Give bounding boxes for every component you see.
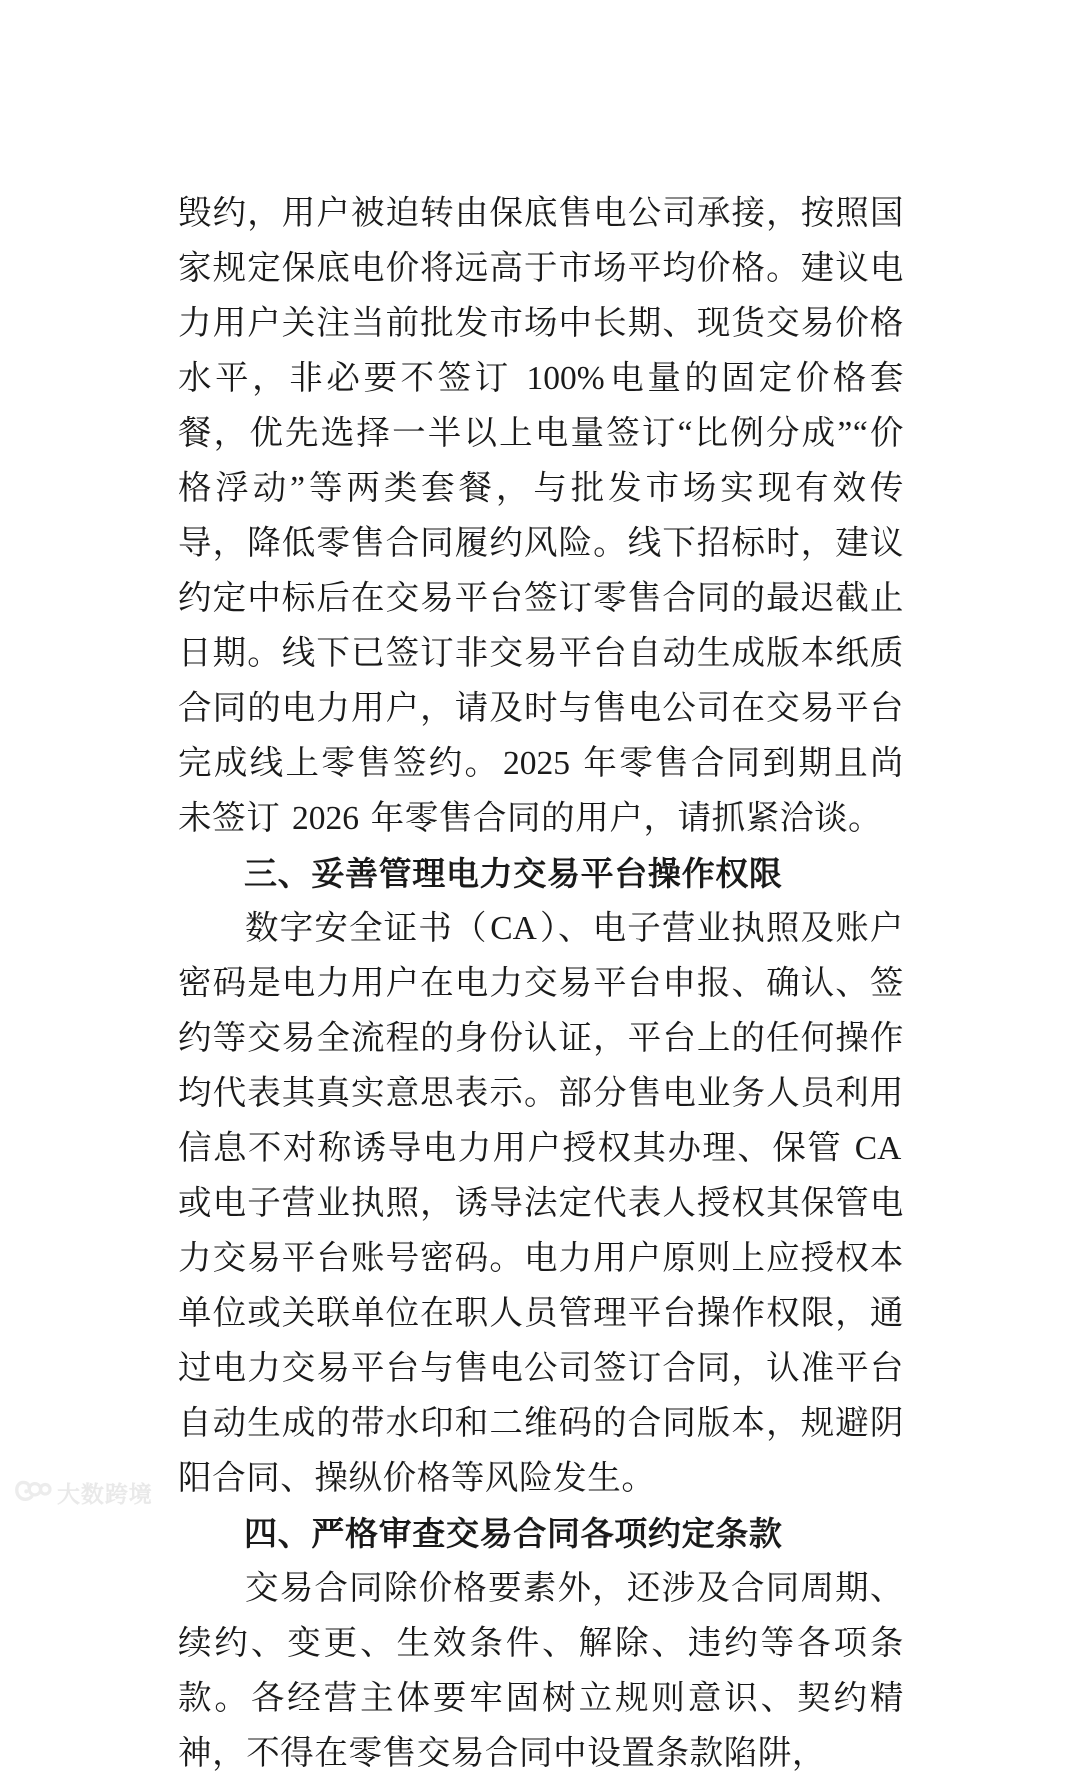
document-text-column	[178, 186, 904, 1781]
section-heading-three: 三、妥善管理电力交易平台操作权限	[244, 854, 783, 893]
paragraph-continued: 毁约，用户被迫转由保底售电公司承接，按照国家规定保底电价将远高于市场平均价格。建议电力用户关注当前批发市场中长期、现货交易价格水平，非必要不签订 100%电量的固定价格套餐，优先选择一半以上电量签订“比例分成”“价格浮动”等两类套餐，与批发市场实现有效传导，降低零售合同履约风险。线下招标时，建议约定中标后在交易平台签订零售合同的最迟截止日期。线下已签订非交易平台自动生成版本纸质合同的电力用户，请及时与售电公司在交易平台完成线上零售签约。2025 年零售合同到期且尚未签订 2026 年零售合同的用户，请抓紧洽谈。	[178, 195, 905, 837]
latin-run: CA	[854, 1130, 902, 1167]
watermark-brand-text: 大数跨境	[57, 1481, 153, 1508]
latin-run: 2026	[291, 800, 359, 837]
section-heading-four: 四、严格审查交易合同各项约定条款	[244, 1514, 783, 1553]
latin-run: 2025	[503, 745, 571, 782]
watermark	[16, 1482, 153, 1508]
paragraph-section-three: 数字安全证书（CA）、电子营业执照及账户密码是电力用户在电力交易平台申报、确认、签约等交易全流程的身份认证，平台上的任何操作均代表其真实意思表示。部分售电业务人员利用信息不对称诱导电力用户授权其办理、保管 CA 或电子营业执照，诱导法定代表人授权其保管电力交易平台账号密码。电力用户原则上应授权本单位或关联单位在职人员管理平台操作权限，通过电力交易平台与售电公司签订合同，认准平台自动生成的带水印和二维码的合同版本，规避阴阳合同、操纵价格等风险发生。	[178, 910, 904, 1497]
latin-run: 100%	[526, 360, 605, 397]
latin-run: CA	[490, 910, 537, 947]
paragraph-section-four: 交易合同除价格要素外，还涉及合同周期、续约、变更、生效条件、解除、违约等各项条款。各经营主体要牢固树立规则意识、契约精神，不得在零售交易合同中设置条款陷阱，	[178, 1570, 904, 1772]
dashukuajing-logo-icon	[16, 1482, 50, 1508]
